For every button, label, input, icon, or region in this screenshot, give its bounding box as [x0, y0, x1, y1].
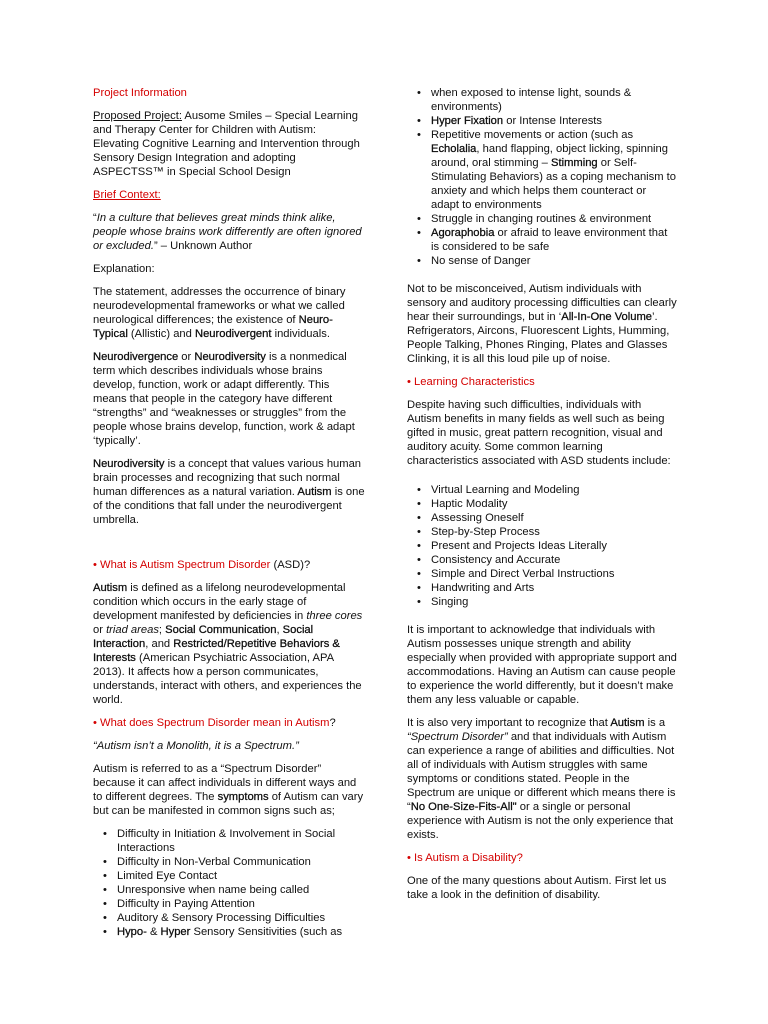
list-item: • Present and Projects Ideas Literally	[431, 539, 677, 553]
learning-list	[407, 483, 677, 609]
list-item: • Hypo- & Hyper Sensory Sensitivities (such as	[117, 925, 365, 939]
list-item-continuation: • when exposed to intense light, sounds & environments)	[431, 86, 677, 114]
proposed-project-label: Proposed Project:	[93, 110, 182, 122]
list-item: • Difficulty in Initiation & Involvement in Social Interactions	[117, 827, 365, 855]
right-column	[407, 86, 677, 911]
list-item: • Simple and Direct Verbal Instructions	[431, 567, 677, 581]
noise-paragraph: Not to be misconceived, Autism individuals with sensory and auditory processing difficulties can clearly hear their surroundings, but in ‘All-In-One Volume’. Refrigerators, Aircons, Fluorescent Lights, Humming, People Talking, Phones Ringing, Plates and Glasses Clinking, it is all this loud pile up of noise.	[407, 283, 677, 365]
list-item: • Struggle in changing routines & environment	[431, 212, 677, 226]
strength-paragraph: It is important to acknowledge that individuals with Autism possesses unique strength and ability especially when provided with appropriate support and accommodations. Having an Autism can cause people to experience the world differently, but it doesn’t make them any less valuable or capable.	[407, 624, 677, 706]
neurodiversity-paragraph: Neurodiversity is a concept that values various human brain processes and recognizing that such normal human differences as a natural variation. Autism is one of the conditions that fall under the neurodivergent umbrella.	[93, 458, 365, 526]
spectrum-heading: • What does Spectrum Disorder mean in Autism?	[93, 717, 336, 729]
proposed-project-text: Ausome Smiles – Special Learning and Therapy Center for Children with Autism: Elevating Cognitive Learning and Intervention through Sensory Design Integration and adopting ASPECTSS™ in Special School Design	[93, 110, 360, 178]
proposed-project-paragraph	[93, 109, 365, 179]
explanation-label: Explanation:	[93, 263, 155, 275]
list-item: • Repetitive movements or action (such as Echolalia, hand flapping, object licking, spinning around, oral stimming – Stimming or Self-Stimulating Behaviors) as a coping mechanism to anxiety and which helps them counteract or adapt to environments	[431, 128, 677, 212]
list-item: • Handwriting and Arts	[431, 581, 677, 595]
left-column	[93, 86, 365, 948]
list-item: • Auditory & Sensory Processing Difficulties	[117, 911, 365, 925]
neurotypical-paragraph: The statement, addresses the occurrence of binary neurodevelopmental frameworks or what we called neurological differences; the existence of Neuro-Typical (Allistic) and Neurodivergent individuals.	[93, 286, 346, 340]
list-item: • Virtual Learning and Modeling	[431, 483, 677, 497]
disability-heading: • Is Autism a Disability?	[407, 852, 523, 864]
list-item: • Singing	[431, 595, 677, 609]
list-item: • Consistency and Accurate	[431, 553, 677, 567]
spectrum-recognition-paragraph: It is also very important to recognize that Autism is a “Spectrum Disorder” and that individuals with Autism can experience a range of abilities and difficulties. Not all of individuals with Autism struggles with same symptoms or conditions stated. People in the Spectrum are unique or different which means there is “No One-Size-Fits-All" or a single or personal experience with Autism is not the only experience that exists.	[407, 717, 676, 841]
list-item: • Unresponsive when name being called	[117, 883, 365, 897]
learning-characteristics-heading: • Learning Characteristics	[407, 376, 535, 388]
project-information-heading: Project Information	[93, 87, 187, 99]
neurodivergence-paragraph: Neurodivergence or Neurodiversity is a nonmedical term which describes individuals whose brains develop, function, work or adapt differently. This means that people in the category have different “strengths” and “weaknesses or struggles” from the people whose brains develop, function, work & adapt ‘typically’.	[93, 351, 355, 447]
quote-paragraph: “In a culture that believes great minds think alike, people whose brains work differently are often ignored or excluded.” – Unknown Author	[93, 212, 362, 252]
list-item: • Haptic Modality	[431, 497, 677, 511]
list-item: • No sense of Danger	[431, 254, 677, 268]
spacer	[93, 536, 365, 558]
quote-text: In a culture that believes great minds think alike, people whose brains work differently are often ignored or excluded.	[93, 212, 362, 252]
autism-definition-paragraph: Autism is defined as a lifelong neurodevelopmental condition which occurs in the early stage of development manifested by deficiencies in three cores or triad areas; Social Communication, Social Interaction, and Restricted/Repetitive Behaviors & Interests (American Psychiatric Association, APA 2013). It affects how a person communicates, understands, interact with others, and experiences the world.	[93, 582, 363, 706]
list-item: • Limited Eye Contact	[117, 869, 365, 883]
list-item: • Agoraphobia or afraid to leave environment that is considered to be safe	[431, 226, 677, 254]
asd-heading: • What is Autism Spectrum Disorder (ASD)?	[93, 559, 311, 571]
list-item: • Difficulty in Non-Verbal Communication	[117, 855, 365, 869]
signs-list-continued	[407, 86, 677, 268]
list-item: • Step-by-Step Process	[431, 525, 677, 539]
list-item: • Assessing Oneself	[431, 511, 677, 525]
brief-context-heading: Brief Context:	[93, 189, 161, 201]
spectrum-paragraph: Autism is referred to as a “Spectrum Disorder” because it can affect individuals in different ways and to different degrees. The symptoms of Autism can vary but can be manifested in common signs such as;	[93, 763, 364, 817]
signs-list	[93, 827, 365, 939]
disability-paragraph: One of the many questions about Autism. First let us take a look in the definition of disability.	[407, 875, 667, 901]
spectrum-quote: “Autism isn’t a Monolith, it is a Spectrum.”	[93, 740, 299, 752]
learning-paragraph: Despite having such difficulties, individuals with Autism benefits in many fields as well such as being gifted in music, great pattern recognition, visual and auditory acuity. Some common learning characteristics associated with ASD students include:	[407, 399, 671, 467]
list-item: • Hyper Fixation or Intense Interests	[431, 114, 677, 128]
list-item: • Difficulty in Paying Attention	[117, 897, 365, 911]
